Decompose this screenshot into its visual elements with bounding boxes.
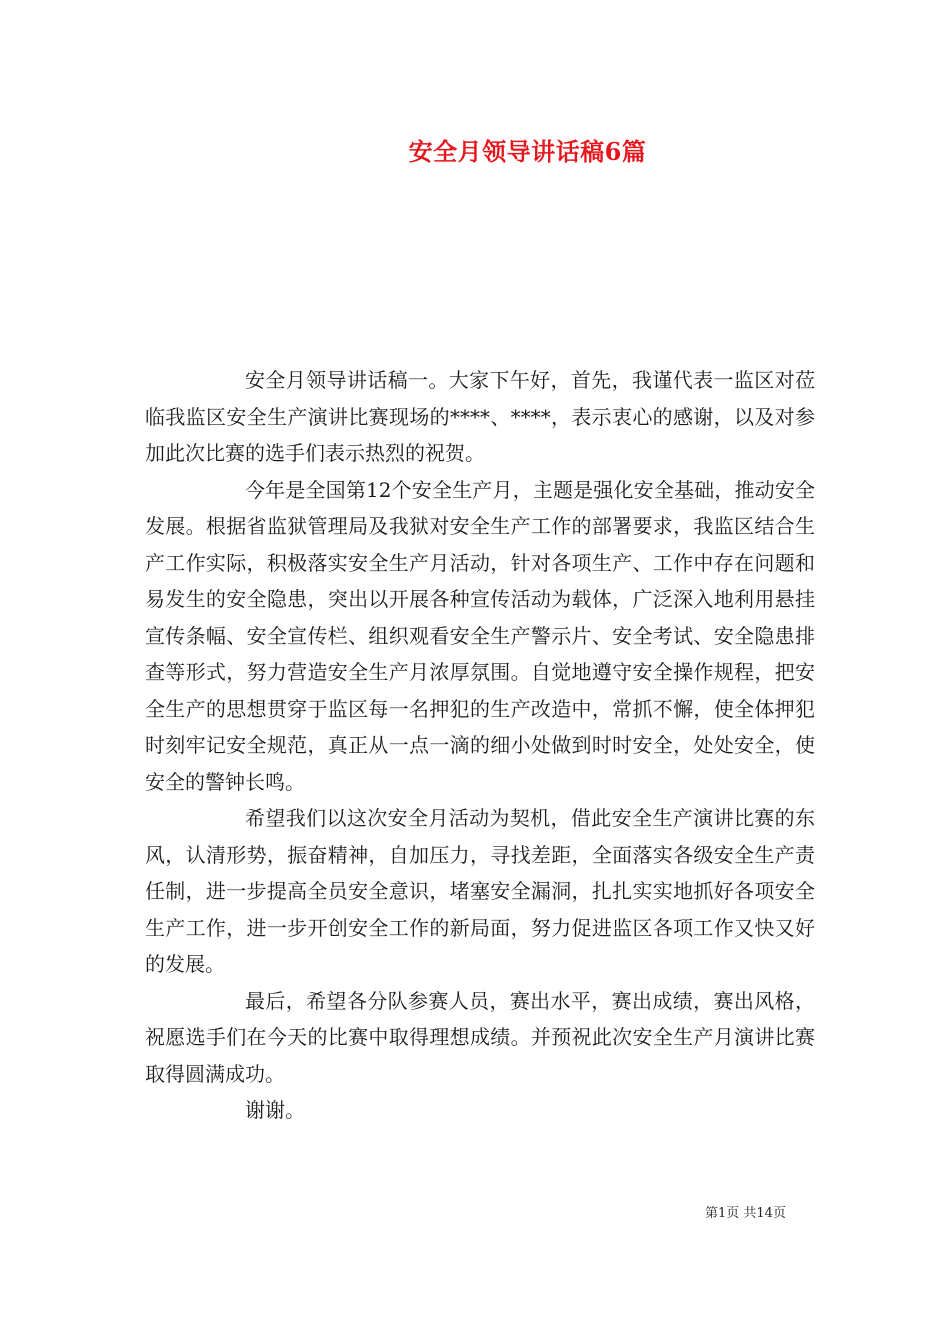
document-title: 安全月领导讲话稿6篇 [408, 137, 647, 166]
paragraph-2: 今年是全国第12个安全生产月，主题是强化安全基础，推动安全发展。根据省监狱管理局及我狱对安全生产工作的部署要求，我监区结合生产工作实际，积极落实安全生产月活动，针对各项生产、工作中存在问题和易发生的安全隐患，突出以开展各种宣传活动为载体，广泛深入地利用悬挂宣传条幅、安全宣传栏、组织观看安全生产警示片、安全考试、安全隐患排查等形式，努力营造安全生产月浓厚氛围。自觉地遵守安全操作规程，把安全生产的思想贯穿于监区每一名押犯的生产改造中，常抓不懈，使全体押犯时刻牢记安全规范，真正从一点一滴的细小处做到时时安全，处处安全，使安全的警钟长鸣。 [145, 477, 815, 794]
paragraph-1: 安全月领导讲话稿一。大家下午好，首先，我谨代表一监区对莅临我监区安全生产演讲比赛现场的****、****，表示衷心的感谢，以及对参加此次比赛的选手们表示热烈的祝贺。 [145, 368, 815, 465]
paragraph-5: 谢谢。 [245, 1098, 305, 1122]
paragraph-4: 最后，希望各分队参赛人员，赛出水平，赛出成绩，赛出风格，祝愿选手们在今天的比赛中取得理想成绩。并预祝此次安全生产月演讲比赛取得圆满成功。 [145, 988, 815, 1086]
paragraph-3: 希望我们以这次安全月活动为契机，借此安全生产演讲比赛的东风，认清形势，振奋精神，自加压力，寻找差距，全面落实各级安全生产责任制，进一步提高全员安全意识，堵塞安全漏洞，扎扎实实地抓好各项安全生产工作，进一步开创安全工作的新局面，努力促进监区各项工作又快又好的发展。 [145, 806, 815, 976]
document-body [145, 362, 815, 1129]
page-number: 第1页 共14页 [705, 1206, 786, 1221]
